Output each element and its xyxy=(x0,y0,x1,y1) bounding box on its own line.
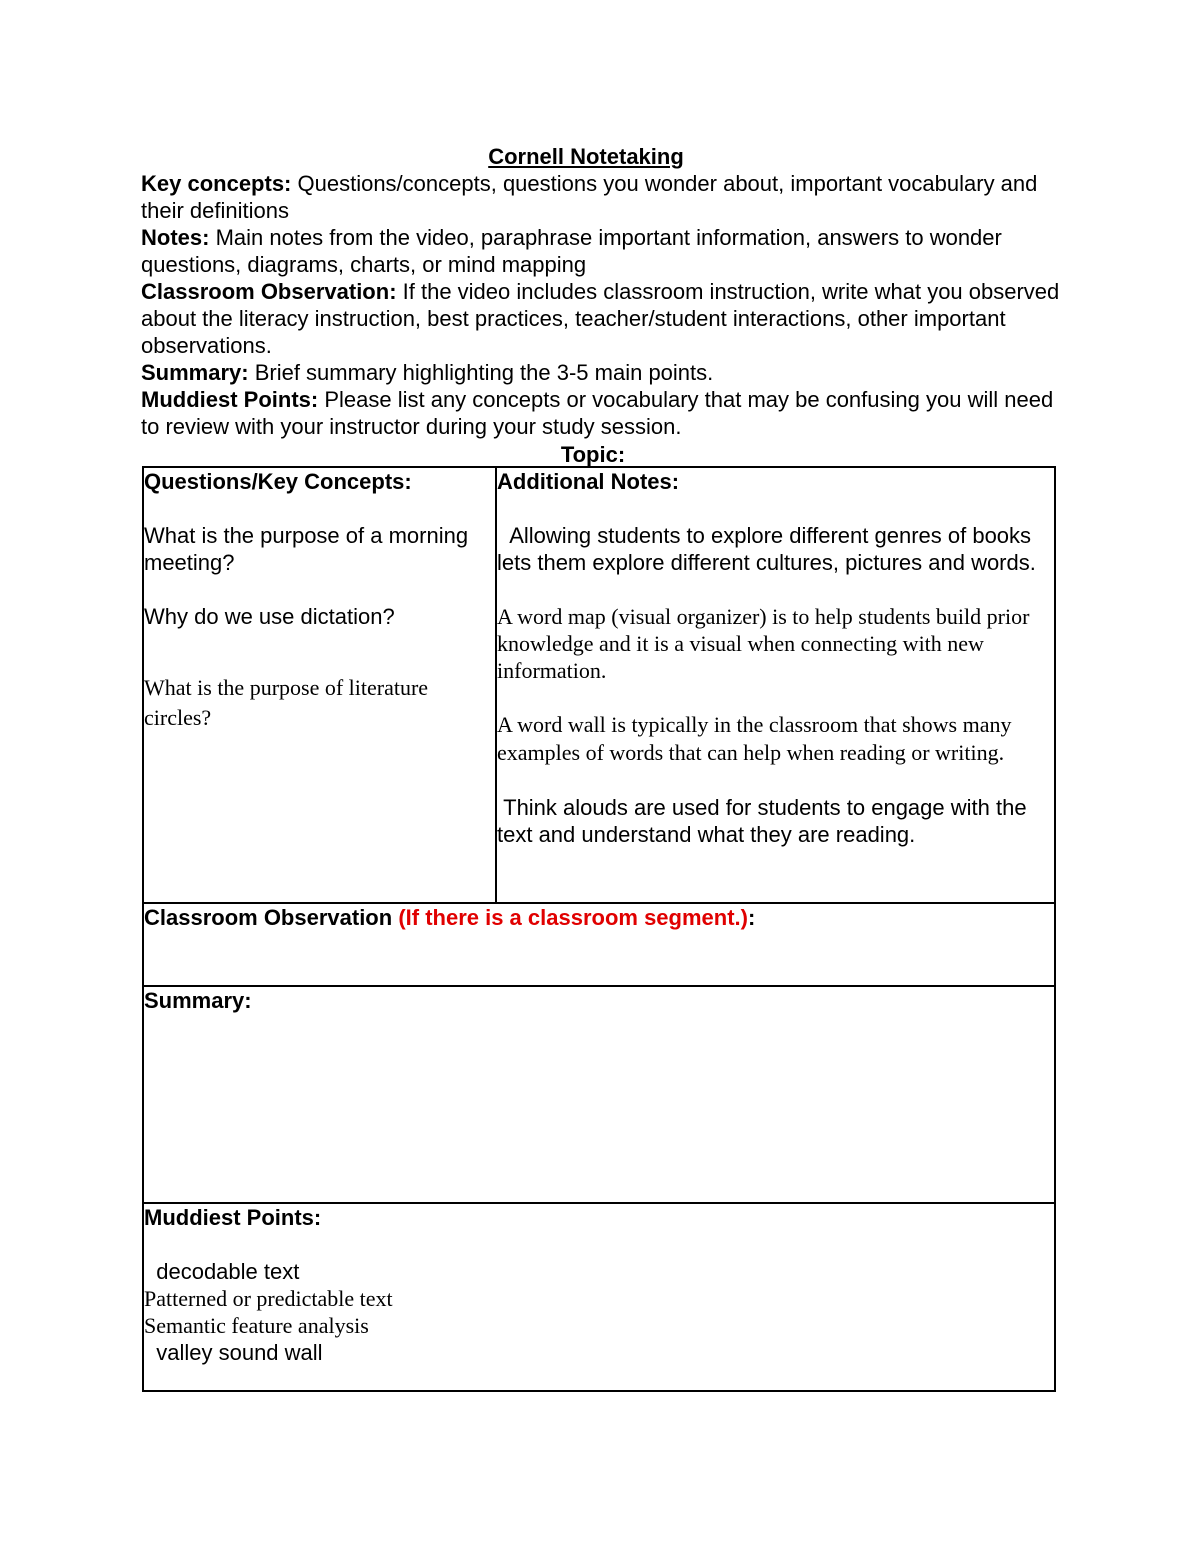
muddiest-item: Semantic feature analysis xyxy=(144,1313,369,1338)
questions-heading: Questions/Key Concepts: xyxy=(144,469,412,494)
questions-cell[interactable] xyxy=(144,468,497,902)
observation-heading: Classroom Observation (If there is a classroom segment.): xyxy=(144,905,756,930)
instruction-notes: Notes: Main notes from the video, paraphrase important information, answers to wonder questions, diagrams, charts, or mind mapping xyxy=(141,225,1002,277)
observation-cell[interactable] xyxy=(144,902,1054,985)
page-title: Cornell Notetaking xyxy=(488,144,684,169)
note-item: A word wall is typically in the classroom that shows many examples of words that can help when reading or writing. xyxy=(497,712,1012,765)
muddiest-item: decodable text xyxy=(144,1259,300,1284)
note-item: Think alouds are used for students to engage with the text and understand what they are reading. xyxy=(497,795,1033,847)
cornell-notes-table xyxy=(142,466,1056,1392)
instructions xyxy=(141,170,1071,440)
muddiest-item: Patterned or predictable text xyxy=(144,1286,393,1311)
additional-notes-heading: Additional Notes: xyxy=(497,469,680,494)
muddiest-item: valley sound wall xyxy=(144,1340,323,1365)
question-item: What is the purpose of literature circles? xyxy=(144,675,429,730)
topic-label: Topic: xyxy=(560,442,626,467)
additional-notes-cell[interactable] xyxy=(497,468,1055,902)
instruction-key-concepts: Key concepts: Questions/concepts, questions you wonder about, important vocabulary and their definitions xyxy=(141,171,1038,223)
summary-heading: Summary: xyxy=(144,988,252,1013)
muddiest-heading: Muddiest Points: xyxy=(144,1205,322,1230)
instruction-summary: Summary: Brief summary highlighting the 3-5 main points. xyxy=(141,360,714,385)
note-item: Allowing students to explore different genres of books lets them explore different cultures, pictures and words. xyxy=(497,523,1038,575)
question-item: What is the purpose of a morning meeting? xyxy=(144,523,469,575)
instruction-observation: Classroom Observation: If the video includes classroom instruction, write what you observed about the literacy instruction, best practices, teacher/student interactions, other important observations. xyxy=(141,279,1060,358)
question-item: Why do we use dictation? xyxy=(144,604,395,629)
summary-cell[interactable] xyxy=(144,985,1054,1202)
instruction-muddiest: Muddiest Points: Please list any concepts or vocabulary that may be confusing you will need to review with your instructor during your study session. xyxy=(141,387,1054,439)
observation-note: (If there is a classroom segment.) xyxy=(398,905,748,930)
muddiest-cell[interactable] xyxy=(144,1202,1054,1390)
note-item: A word map (visual organizer) is to help students build prior knowledge and it is a visual when connecting with new information. xyxy=(497,604,1030,683)
